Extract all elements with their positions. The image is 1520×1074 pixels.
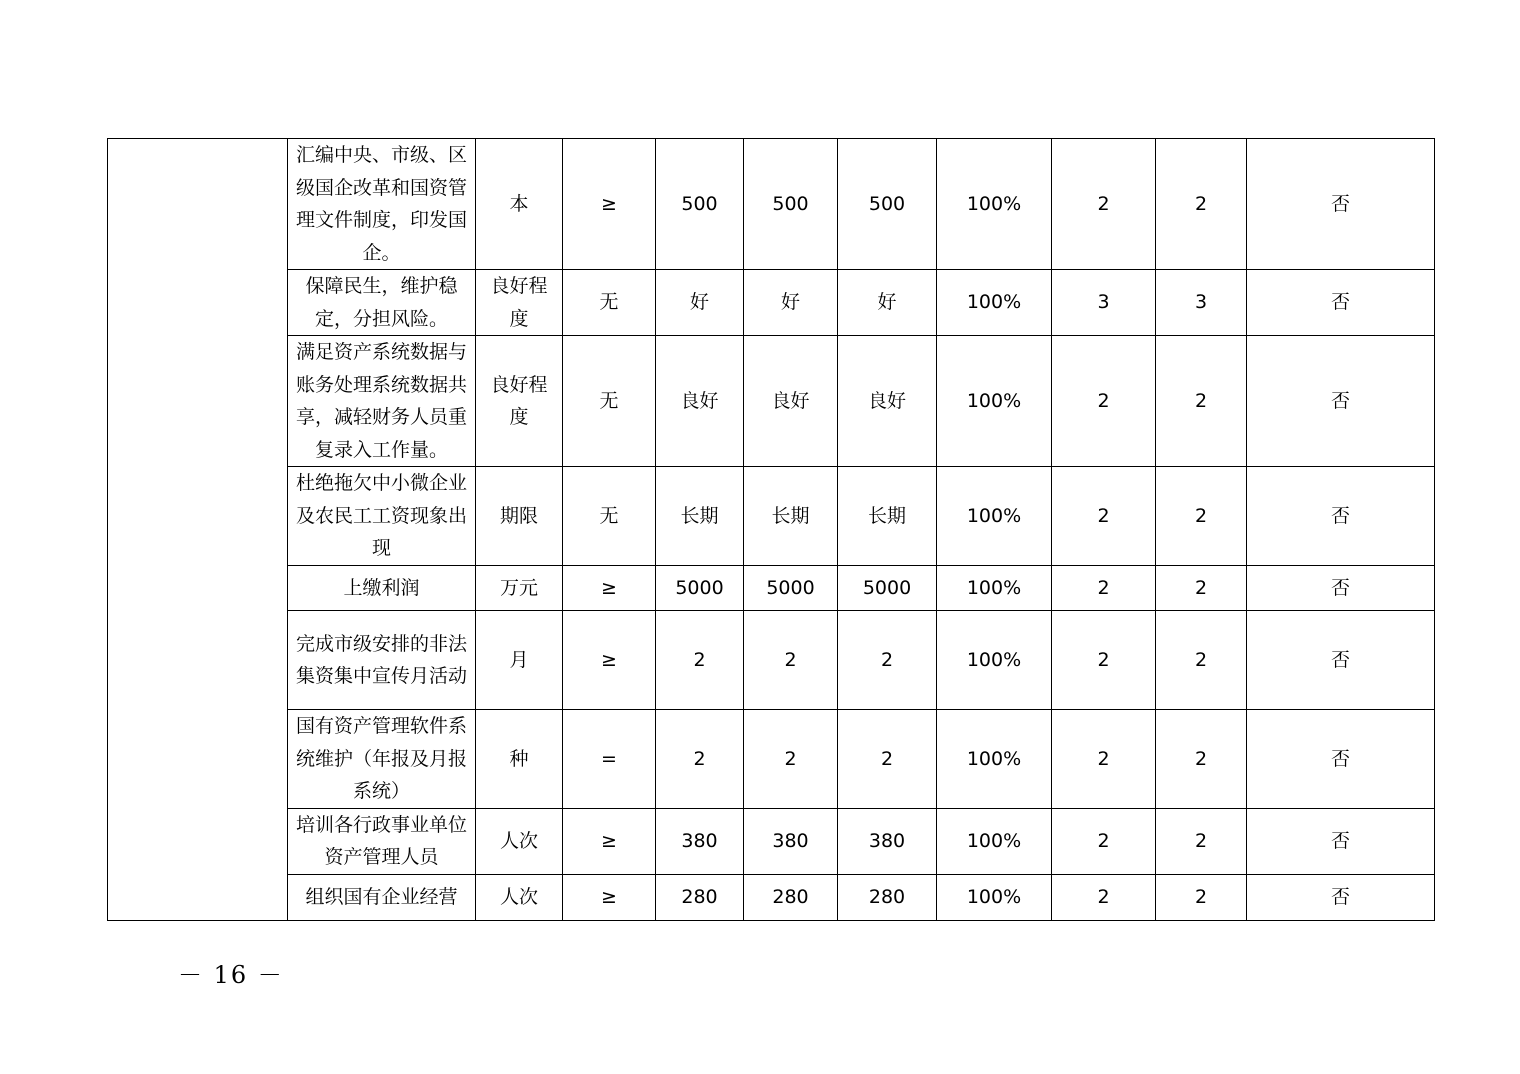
score-cell: 2 — [1052, 467, 1156, 566]
value-cell: 长期 — [744, 467, 838, 566]
target-cell: 良好 — [656, 336, 744, 467]
unit-cell: 月 — [476, 611, 563, 710]
unit-cell: 万元 — [476, 566, 563, 611]
score-cell: 2 — [1156, 808, 1247, 874]
unit-cell: 种 — [476, 710, 563, 809]
unit-cell: 本 — [476, 139, 563, 270]
score-cell: 2 — [1052, 611, 1156, 710]
value-cell: 380 — [744, 808, 838, 874]
value-cell: 好 — [744, 270, 838, 336]
flag-cell: 否 — [1247, 611, 1435, 710]
value-cell: 380 — [838, 808, 937, 874]
table-row — [108, 270, 1435, 336]
score-cell: 2 — [1052, 874, 1156, 920]
score-cell: 2 — [1052, 710, 1156, 809]
indicator-cell: 国有资产管理软件系统维护（年报及月报系统） — [288, 710, 476, 809]
operator-cell: ≥ — [563, 566, 656, 611]
target-cell: 380 — [656, 808, 744, 874]
target-cell: 好 — [656, 270, 744, 336]
operator-cell: = — [563, 710, 656, 809]
flag-cell: 否 — [1247, 467, 1435, 566]
operator-cell: 无 — [563, 336, 656, 467]
value-cell: 280 — [744, 874, 838, 920]
target-cell: 500 — [656, 139, 744, 270]
indicator-cell: 汇编中央、市级、区级国企改革和国资管理文件制度，印发国企。 — [288, 139, 476, 270]
score-cell: 2 — [1156, 566, 1247, 611]
operator-cell: 无 — [563, 270, 656, 336]
score-cell: 2 — [1156, 467, 1247, 566]
table-row — [108, 808, 1435, 874]
indicator-cell: 满足资产系统数据与账务处理系统数据共享，减轻财务人员重复录入工作量。 — [288, 336, 476, 467]
score-cell: 2 — [1156, 139, 1247, 270]
rate-cell: 100% — [937, 467, 1052, 566]
value-cell: 5000 — [744, 566, 838, 611]
table-row — [108, 710, 1435, 809]
operator-cell: ≥ — [563, 808, 656, 874]
flag-cell: 否 — [1247, 566, 1435, 611]
operator-cell: ≥ — [563, 611, 656, 710]
unit-cell: 良好程度 — [476, 336, 563, 467]
flag-cell: 否 — [1247, 710, 1435, 809]
indicator-cell: 上缴利润 — [288, 566, 476, 611]
rate-cell: 100% — [937, 270, 1052, 336]
value-cell: 长期 — [838, 467, 937, 566]
score-cell: 2 — [1052, 808, 1156, 874]
score-cell: 2 — [1156, 336, 1247, 467]
rate-cell: 100% — [937, 874, 1052, 920]
unit-cell: 人次 — [476, 808, 563, 874]
category-cell — [108, 139, 288, 921]
target-cell: 280 — [656, 874, 744, 920]
target-cell: 2 — [656, 710, 744, 809]
rate-cell: 100% — [937, 710, 1052, 809]
target-cell: 2 — [656, 611, 744, 710]
rate-cell: 100% — [937, 566, 1052, 611]
unit-cell: 良好程度 — [476, 270, 563, 336]
value-cell: 良好 — [838, 336, 937, 467]
table-row — [108, 566, 1435, 611]
operator-cell: ≥ — [563, 139, 656, 270]
score-cell: 3 — [1156, 270, 1247, 336]
value-cell: 280 — [838, 874, 937, 920]
flag-cell: 否 — [1247, 808, 1435, 874]
value-cell: 2 — [838, 710, 937, 809]
value-cell: 2 — [838, 611, 937, 710]
value-cell: 2 — [744, 710, 838, 809]
score-cell: 2 — [1052, 566, 1156, 611]
target-cell: 5000 — [656, 566, 744, 611]
table-row — [108, 611, 1435, 710]
table-row — [108, 336, 1435, 467]
score-cell: 3 — [1052, 270, 1156, 336]
indicator-cell: 培训各行政事业单位资产管理人员 — [288, 808, 476, 874]
target-cell: 长期 — [656, 467, 744, 566]
unit-cell: 人次 — [476, 874, 563, 920]
rate-cell: 100% — [937, 808, 1052, 874]
indicator-cell: 组织国有企业经营 — [288, 874, 476, 920]
score-cell: 2 — [1156, 710, 1247, 809]
flag-cell: 否 — [1247, 336, 1435, 467]
value-cell: 5000 — [838, 566, 937, 611]
page-number: － 16 － — [178, 961, 284, 989]
operator-cell: 无 — [563, 467, 656, 566]
value-cell: 500 — [838, 139, 937, 270]
performance-indicator-table — [107, 138, 1435, 921]
score-cell: 2 — [1156, 611, 1247, 710]
table-row — [108, 467, 1435, 566]
score-cell: 2 — [1156, 874, 1247, 920]
indicator-cell: 保障民生，维护稳定，分担风险。 — [288, 270, 476, 336]
flag-cell: 否 — [1247, 874, 1435, 920]
indicator-cell: 杜绝拖欠中小微企业及农民工工资现象出现 — [288, 467, 476, 566]
score-cell: 2 — [1052, 336, 1156, 467]
value-cell: 良好 — [744, 336, 838, 467]
flag-cell: 否 — [1247, 139, 1435, 270]
table-row — [108, 874, 1435, 920]
table-row — [108, 139, 1435, 270]
value-cell: 2 — [744, 611, 838, 710]
flag-cell: 否 — [1247, 270, 1435, 336]
unit-cell: 期限 — [476, 467, 563, 566]
operator-cell: ≥ — [563, 874, 656, 920]
rate-cell: 100% — [937, 336, 1052, 467]
rate-cell: 100% — [937, 611, 1052, 710]
rate-cell: 100% — [937, 139, 1052, 270]
value-cell: 好 — [838, 270, 937, 336]
value-cell: 500 — [744, 139, 838, 270]
indicator-cell: 完成市级安排的非法集资集中宣传月活动 — [288, 611, 476, 710]
score-cell: 2 — [1052, 139, 1156, 270]
